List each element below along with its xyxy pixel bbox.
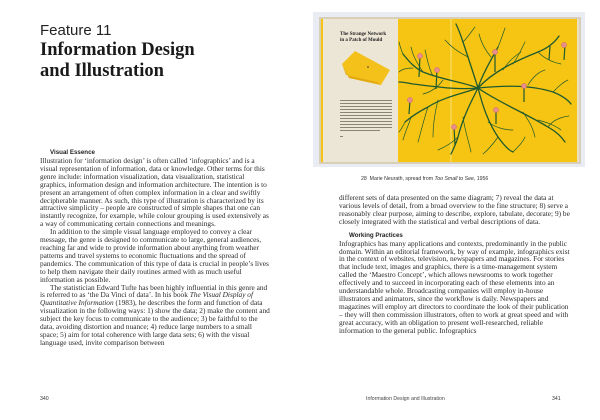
paragraph: In addition to the simple visual language employed to convey a clear message, the genre is designed to communicate to large, general audiences, reaching far and wide to provide information about anything from weather patterns and travel systems to economic fluctuations and the spread of pandemics. The communication of this type of data is crucial in people’s lives to help them navigate their daily routines armed with as much useful information as possible. <box>40 227 269 284</box>
figure-caption: 28 Marie Neurath, spread from Too Small to See, 1956 <box>361 176 489 182</box>
book-spread-illustration <box>313 12 585 167</box>
left-text-column <box>40 149 272 347</box>
svg-text:The Strange Network: The Strange Network <box>340 32 387 37</box>
chapter-title <box>40 40 195 82</box>
right-page <box>300 0 600 420</box>
section-heading-working-practices: Working Practices <box>349 231 403 239</box>
running-head: Information Design and Illustration <box>366 396 445 402</box>
paragraph-text: The statistician Edward Tufte has been highly influential in this genre and is referred to as ‘the Da Vinci of data’. In his book <box>40 282 268 300</box>
section-heading-visual-essence: Visual Essence <box>50 149 95 156</box>
right-text-column <box>339 194 572 335</box>
paragraph: Illustration for ‘information design’ is often called ‘infographics’ and is a visual representation of information, data or knowledge. Other terms for this genre include: information visualization, data visualization, statistical graphics, information design and information architecture. The intention is to present an arrangement of often complex information in a clear and swiftly decipherable manner. As such, this type of illustration is characterized by its attractive simplicity – people are constructed of simple shapes that one can instantly recognize, for example, while colour grouping is used extensively as a way of communicating certain connections and meanings. <box>40 156 269 229</box>
figure-book-spread <box>313 12 585 167</box>
chapter-title-line2: and Illustration <box>40 61 164 81</box>
paragraph: Infographics has many applications and contexts, predominantly in the public domain. Within an editorial framework, by way of example, infographics exist in the context of websites, television, newspapers and magazines. For stories that include text, images and graphics, there is a time-management system called the ‘Maestro Concept’, which allows newsrooms to work together effectively and to succeed in incorporating each of these elements into an understandable whole. Broadcasting companies will employ in-house illustrators and animators, since the workflow is daily. Newspapers and magazines will employ art directors to coordinate the look of their publication – they will then commission illustrators, often to work at great speed and with great accuracy, with an obligation to present well-researched, reliable information to the general public. Infographics <box>339 238 570 335</box>
page-number-left: 340 <box>40 396 49 402</box>
caption-number: 28 <box>361 176 367 182</box>
book-title: The Visual Display of Quantitative Information <box>40 290 254 308</box>
book-yellow-page <box>398 19 579 162</box>
caption-book-title: Too Small to See <box>434 176 474 182</box>
feature-label: Feature 11 <box>40 22 112 39</box>
svg-text:in a Patch of Mould: in a Patch of Mould <box>340 38 383 43</box>
paragraph-text: (1983), he describes the form and function of data visualization in the following ways: 1) show the data; 2) make the content and subject the key focus to communicate to the audience; 3) be faithful to the data, avoiding distortion and nuance; 4) reduce large numbers to a small space; 5) aim for total coherence with large data sets; 6) with the visual language used, invite comparison between <box>40 298 270 347</box>
page-number-right: 341 <box>552 396 561 402</box>
paragraph-continued: different sets of data presented on the same diagram; 7) reveal the data at various levels of detail, from a broad overview to the fine structure; 8) serve a reasonably clear purpose, aiming to describe, explore, tabulate, decorate; 9) be closely integrated with the statistical and verbal descriptions of data. <box>339 193 570 226</box>
paragraph-tufte <box>40 284 272 347</box>
chapter-title-line1: Information Design <box>40 40 195 60</box>
